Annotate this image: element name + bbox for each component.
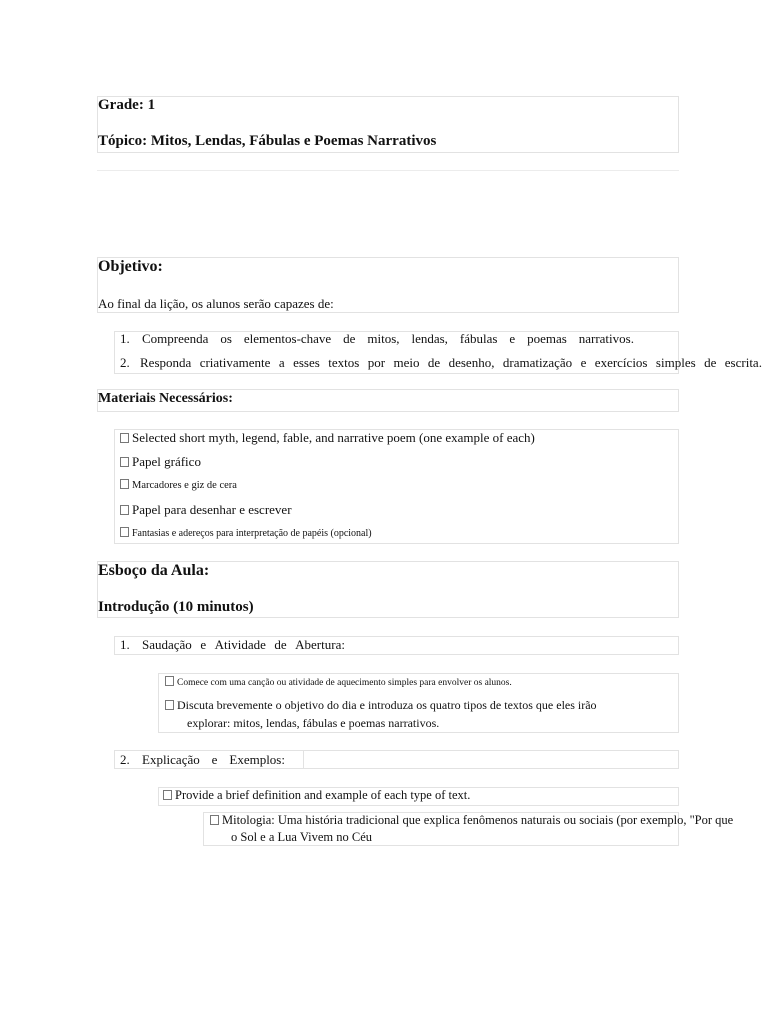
word: narrativos. (578, 331, 634, 346)
word: desenho, (448, 355, 495, 370)
word: esses (293, 355, 320, 370)
material-item (120, 479, 237, 491)
bullet-text: Mitologia: Uma história tradicional que explica fenômenos naturais ou sociais (por exemplo, "Por que (222, 813, 734, 827)
material-label: Papel gráfico (132, 454, 201, 469)
checkbox-icon (120, 505, 129, 515)
objective-heading: Objetivo: (98, 258, 163, 275)
outline-heading: Esboço da Aula: (98, 562, 210, 579)
bullet-text: Discuta brevemente o objetivo do dia e introduza os quatro tipos de textos que eles irão (177, 698, 597, 712)
objective-intro: Ao final da lição, os alunos serão capazes de: (98, 296, 334, 311)
word: de (427, 355, 441, 370)
material-item (120, 454, 201, 470)
bullet-text: Comece com uma canção ou atividade de aquecimento simples para envolver os alunos. (177, 678, 512, 688)
word: Abertura: (295, 637, 345, 652)
checkbox-icon (163, 790, 172, 800)
step1-bullet (165, 676, 512, 688)
word: Explicação (142, 752, 200, 767)
word: criativamente (199, 355, 271, 370)
word: de (343, 331, 356, 346)
word: simples (655, 355, 696, 370)
checkbox-icon (165, 676, 174, 686)
intro-subheading: Introdução (10 minutos) (98, 599, 254, 615)
myth-bullet (210, 813, 733, 828)
word: Saudação (142, 637, 192, 652)
step1-title (142, 637, 345, 653)
word: escrita. (724, 355, 762, 370)
step2-title (142, 752, 285, 768)
word: textos (328, 355, 360, 370)
header-divider (97, 170, 679, 171)
bullet-continuation: explorar: mitos, lendas, fábulas e poemas narrativos. (187, 716, 440, 730)
word: a (278, 355, 285, 370)
step2-num: 2. (120, 752, 130, 767)
objective-item-1-num: 1. (120, 331, 130, 346)
word: os (220, 331, 232, 346)
checkbox-icon (120, 433, 129, 443)
word: e (211, 752, 218, 767)
material-item (120, 502, 292, 518)
word: elementos-chave (243, 331, 332, 346)
myth-continuation: o Sol e a Lua Vivem no Céu (231, 830, 373, 844)
word: e (580, 355, 587, 370)
material-item (120, 527, 372, 539)
objective-item-2 (140, 355, 762, 371)
word: lendas, (411, 331, 448, 346)
objective-item-1 (142, 331, 634, 347)
step1-bullet (165, 698, 597, 713)
word: de (274, 637, 287, 652)
material-label: Fantasias e adereços para interpretação de papéis (opcional) (132, 528, 372, 539)
word: poemas (527, 331, 567, 346)
word: de (704, 355, 717, 370)
word: Atividade (214, 637, 266, 652)
grade-label: Grade: 1 (98, 97, 156, 113)
word: fábulas (459, 331, 498, 346)
material-label: Marcadores e giz de cera (132, 480, 237, 491)
step1-num: 1. (120, 637, 130, 652)
checkbox-icon (120, 457, 129, 467)
material-item (120, 430, 535, 446)
materials-heading: Materiais Necessários: (98, 391, 233, 406)
material-label: Papel para desenhar e escrever (132, 502, 292, 517)
objective-item-2-num: 2. (120, 355, 130, 370)
word: e (509, 331, 516, 346)
word: Compreenda (142, 331, 209, 346)
checkbox-icon (120, 527, 129, 537)
checkbox-icon (210, 815, 219, 825)
material-label: Selected short myth, legend, fable, and narrative poem (one example of each) (132, 430, 535, 445)
word: mitos, (367, 331, 400, 346)
bullet-text: Provide a brief definition and example of each type of text. (175, 788, 471, 802)
word: exercícios (594, 355, 648, 370)
word: por (367, 355, 386, 370)
word: e (200, 637, 207, 652)
word: Responda (140, 355, 192, 370)
word: Exemplos: (229, 752, 285, 767)
topic-label: Tópico: Mitos, Lendas, Fábulas e Poemas Narrativos (98, 133, 437, 149)
checkbox-icon (120, 479, 129, 489)
checkbox-icon (165, 700, 174, 710)
word: meio (393, 355, 420, 370)
word: dramatização (502, 355, 573, 370)
step2-bullet (163, 788, 470, 803)
